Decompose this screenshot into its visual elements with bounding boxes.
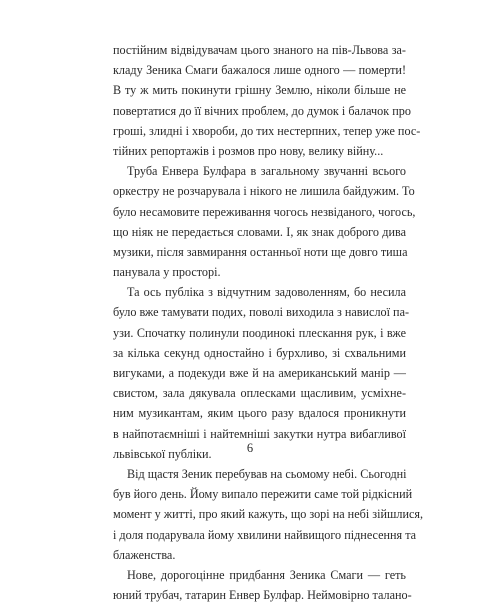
text-line: Та ось публіка з відчутним задоволенням, бо несила — [127, 285, 406, 300]
text-line: Від щастя Зеник перебував на сьомому небі. Сьогодні — [127, 466, 407, 481]
text-line: юний трубач, татарин Енвер Булфар. Неймовірно талано- — [113, 588, 412, 603]
text-line: було несамовите переживання чогось незвіданого, чогось, — [113, 204, 416, 219]
body-text — [113, 40, 424, 605]
text-line: було вже тамувати подих, повoлі виходила з навислої па- — [113, 305, 410, 320]
text-line: і доля подарувала йому хвилини найвищого піднесення та — [113, 527, 417, 542]
paragraph-4 — [113, 464, 424, 565]
text-line: оркестру не розчарувала і нікого не лишила байдужим. То — [113, 184, 415, 199]
text-line: блаженства. — [113, 547, 176, 562]
text-line: Нове, дорогоцінне придбання Зеника Смаги — геть — [127, 567, 406, 582]
text-line: кладу Зеника Смаги бажалося лише одного — померти! — [113, 63, 406, 78]
text-line: повертатися до її вічних проблем, до думок і балачок про — [113, 103, 411, 118]
paragraph-1 — [113, 40, 421, 161]
text-line: музики, після завмирання останньої ноти ще довго тиша — [113, 244, 408, 259]
text-line: В ту ж мить покинути грішну Землю, ніколи більше не — [113, 83, 406, 98]
text-line: постійним відвідувачам цього знаного на пів-Львова за- — [113, 43, 406, 57]
text-line: що ніяк не передається словами. І, як знак доброго дива — [113, 224, 406, 239]
text-line: панувала у просторі. — [113, 265, 221, 280]
text-line: ним музикантам, яким цього разу вдалося проникнути — [113, 406, 406, 421]
paragraph-3 — [113, 282, 410, 464]
paragraph-2 — [113, 161, 416, 282]
text-line: за кілька секунд одностайно і бурхливо, зі схвальними — [113, 345, 406, 360]
text-line: в найпотаємніші і найтемніші закутки нутра вибагливої — [113, 426, 406, 441]
text-line: тійних репортажів і розмов про нову, велику війну... — [113, 143, 384, 158]
paragraph-5 — [113, 565, 412, 605]
text-line: узи. Спочатку полинули поодинокі плескання рук, і вже — [113, 325, 406, 340]
page-number: 6 — [246, 441, 254, 455]
text-line: момент у житті, про який кажуть, що зорі на небі зійшлися, — [113, 507, 424, 522]
text-line: Труба Енвера Булфара в загальному звучанні всього — [127, 164, 406, 179]
text-line: вигуками, а подекуди вже й на американський манір — — [113, 366, 406, 380]
text-line: гроші, злидні і хвороби, до тих нестерпних, тепер уже пос- — [113, 123, 421, 138]
text-line: свистом, зала дякувала оплесками щасливим, усміхне- — [113, 386, 406, 401]
text-line: був його день. Йому випало пережити саме той рідкісний — [113, 487, 413, 502]
text-line: львівської публіки. — [113, 446, 212, 461]
